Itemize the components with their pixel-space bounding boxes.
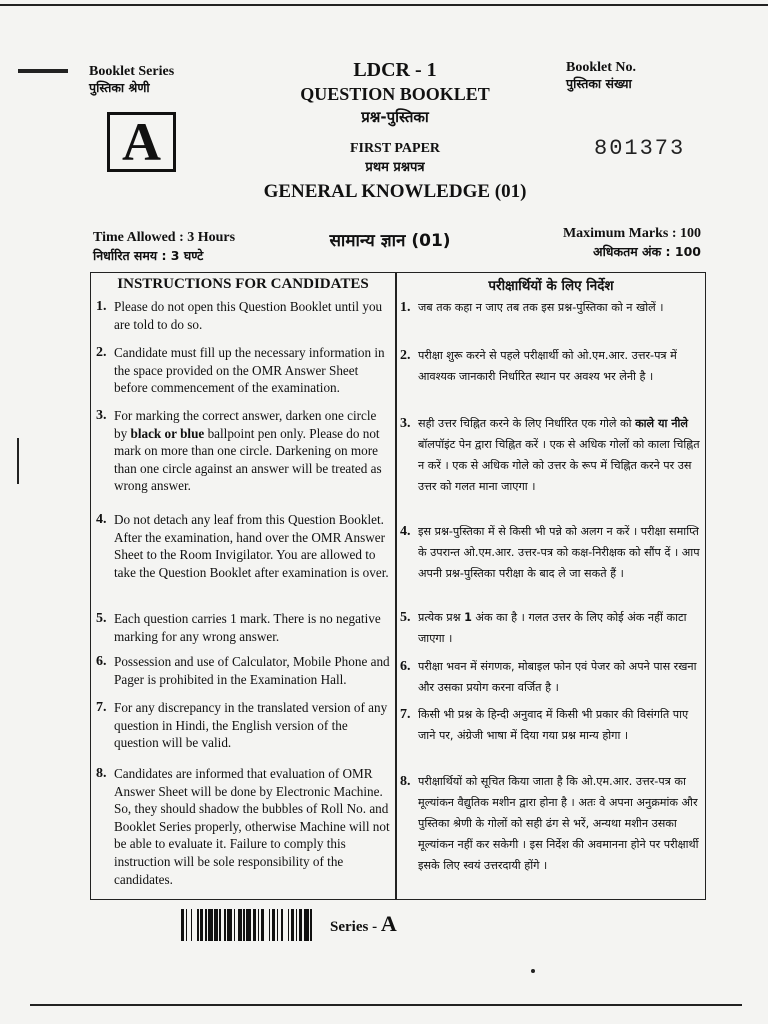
hi-item-number: 3. xyxy=(400,416,411,431)
booklet-no-label xyxy=(566,60,636,92)
hi-item-text-bold: काले या नीले xyxy=(635,417,689,430)
booklet-no-label-en: Booklet No. xyxy=(566,60,636,75)
series-footer-letter: A xyxy=(380,911,397,936)
hi-item-4 xyxy=(400,521,700,584)
instructions-heading-hi: परीक्षार्थियों के लिए निर्देश xyxy=(488,278,614,294)
paper-label-en: FIRST PAPER xyxy=(349,141,441,156)
paper-label-hi: प्रथम प्रश्नपत्र xyxy=(365,160,425,175)
en-item-text: Each question carries 1 mark. There is no negative marking for any wrong answer. xyxy=(114,611,381,644)
en-item-7 xyxy=(96,699,390,752)
en-item-text-pre: For marking the correct answer, darken one circle by xyxy=(114,408,377,441)
booklet-number: 801373 xyxy=(594,136,686,161)
booklet-title-block xyxy=(250,58,540,204)
hi-item-number: 5. xyxy=(400,610,411,625)
maximum-marks-en: Maximum Marks : 100 xyxy=(562,226,701,241)
hi-item-2 xyxy=(400,345,700,387)
en-item-2 xyxy=(96,344,390,397)
hi-item-text-bold: 1 xyxy=(464,611,472,624)
en-item-number: 3. xyxy=(96,408,107,423)
en-item-number: 1. xyxy=(96,299,107,314)
hi-item-text: परीक्षार्थियों को सूचित किया जाता है कि ओ.एम.आर. उत्तर-पत्र का मूल्यांकन वैद्युतिक मशीन द्वारा होना है । अतः वे अपना अनुक्रमांक और पुस्तिका श्रेणी के गोलों को सही ढंग से भरें, अन्यथा मशीन उसका मूल्यांकन नहीं कर सकेगी । इस निर्देश की अवमानना होने पर परीक्षार्थी इसके लिए स्वयं उत्तरदायी होंगे । xyxy=(418,775,699,872)
hi-item-text: इस प्रश्न-पुस्तिका में से किसी भी पन्ने को अलग न करें । परीक्षा समाप्ति के उपरान्त ओ.एम.आर. उत्तर-पत्र को कक्ष-निरीक्षक को सौंप दें । आप अपनी प्रश्न-पुस्तिका परीक्षा के बाद ले जा सकते हैं । xyxy=(418,525,700,580)
booklet-series-box: A xyxy=(107,112,176,172)
hi-item-text-post: बॉलपॉइंट पेन द्वारा चिह्नित करें । एक से अधिक गोलों को काला चिह्नित न करें । एक से अधिक गोले को उत्तर के रूप में चिह्नित करने पर उस उत्तर को गलत माना जाएगा । xyxy=(418,438,700,493)
hi-item-text xyxy=(418,413,700,497)
series-footer xyxy=(330,911,397,937)
hi-item-text-pre: सही उत्तर चिह्नित करने के लिए निर्धारित एक गोले को xyxy=(418,417,636,430)
en-item-number: 4. xyxy=(96,512,107,527)
en-item-number: 8. xyxy=(96,766,107,781)
hi-item-6 xyxy=(400,656,700,698)
hi-item-5 xyxy=(400,607,700,649)
stray-dot xyxy=(531,969,535,973)
hi-item-1 xyxy=(400,297,700,318)
en-item-6 xyxy=(96,653,390,688)
en-item-text-bold: black or blue xyxy=(130,425,205,441)
hi-item-number: 8. xyxy=(400,774,411,789)
maximum-marks-hi: अधिकतम अंक : 100 xyxy=(593,244,701,259)
en-item-text: Please do not open this Question Booklet until you are told to do so. xyxy=(114,299,383,332)
hi-item-number: 7. xyxy=(400,707,411,722)
hi-item-text: किसी भी प्रश्न के हिन्दी अनुवाद में किसी भी प्रकार की विसंगति पाए जाने पर, अंग्रेजी भाषा में दिया गया प्रश्न मान्य होगा । xyxy=(418,708,689,742)
en-item-text: Candidates are informed that evaluation of OMR Answer Sheet will be done by Electronic Machine. So, they should shadow the bubbles of Roll No. and Booklet Series properly, otherwise Machine will not be able to evaluate it. Failure to comply this instruction will be sole responsibility of the candidates. xyxy=(114,766,390,887)
en-item-number: 7. xyxy=(96,700,107,715)
barcode xyxy=(181,909,315,941)
hi-item-number: 4. xyxy=(400,524,411,539)
left-edge-tick xyxy=(17,438,19,484)
hi-item-text: जब तक कहा न जाए तब तक इस प्रश्न-पुस्तिका को न खोलें । xyxy=(418,301,664,314)
en-item-number: 5. xyxy=(96,611,107,626)
en-item-text: Do not detach any leaf from this Question Booklet. After the examination, hand over the OMR Answer Sheet to the Room Invigilator. You are allowed to take the Question Booklet after examination is over. xyxy=(114,512,389,580)
booklet-series-label xyxy=(89,64,174,96)
hi-item-8 xyxy=(400,771,700,876)
booklet-title-en: QUESTION BOOKLET xyxy=(300,84,490,104)
booklet-series-label-hi: पुस्तिका श्रेणी xyxy=(89,80,150,95)
left-margin-mark xyxy=(18,69,68,73)
en-item-3 xyxy=(96,407,390,495)
hi-item-text-pre: प्रत्येक प्रश्न xyxy=(418,611,465,624)
en-item-text: Possession and use of Calculator, Mobile Phone and Pager is prohibited in the Examination Hall. xyxy=(114,654,390,687)
exam-code: LDCR - 1 xyxy=(353,59,437,81)
en-item-1 xyxy=(96,298,390,333)
time-allowed-en: Time Allowed : 3 Hours xyxy=(93,230,236,245)
en-item-8 xyxy=(96,765,390,888)
instructions-heading-en: INSTRUCTIONS FOR CANDIDATES xyxy=(117,276,369,292)
en-item-number: 6. xyxy=(96,654,107,669)
en-item-5 xyxy=(96,610,390,645)
hi-item-text-post: अंक का है । गलत उत्तर के लिए कोई अंक नहीं काटा जाएगा । xyxy=(418,611,687,645)
column-divider xyxy=(395,272,397,900)
top-border-line xyxy=(0,4,768,6)
booklet-no-label-hi: पुस्तिका संख्या xyxy=(566,76,632,91)
barcode-bar xyxy=(312,909,315,941)
bottom-border-line xyxy=(30,1004,742,1006)
en-item-text xyxy=(114,407,390,495)
hi-item-number: 2. xyxy=(400,348,411,363)
en-item-text-post: ballpoint pen only. Please do not mark on more than one circle. Darkening on more than one circle against an answer will be treated as wrong answer. xyxy=(114,425,382,494)
time-allowed-hi: निर्धारित समय : 3 घण्टे xyxy=(93,248,204,263)
booklet-series-label-en: Booklet Series xyxy=(89,64,175,79)
hi-item-number: 1. xyxy=(400,300,411,315)
en-item-4 xyxy=(96,511,390,581)
series-footer-prefix: Series - xyxy=(330,919,381,935)
hi-item-text: परीक्षा भवन में संगणक, मोबाइल फोन एवं पेजर को अपने पास रखना और उसका प्रयोग करना वर्जित है । xyxy=(418,660,697,694)
en-item-number: 2. xyxy=(96,345,107,360)
hi-item-text: परीक्षा शुरू करने से पहले परीक्षार्थी को ओ.एम.आर. उत्तर-पत्र में आवश्यक जानकारी निर्धारित स्थान पर अवश्य भर लेनी है । xyxy=(418,349,677,383)
booklet-title-hi: प्रश्न-पुस्तिका xyxy=(361,108,429,126)
en-item-text: For any discrepancy in the translated version of any question in Hindi, the English version of the question will be valid. xyxy=(114,700,388,751)
en-item-text: Candidate must fill up the necessary information in the space provided on the OMR Answer Sheet before commencement of the examination. xyxy=(114,345,385,396)
hi-item-text xyxy=(418,607,700,649)
hi-item-7 xyxy=(400,704,700,746)
subject-hi: सामान्य ज्ञान (01) xyxy=(329,231,451,251)
subject-en: GENERAL KNOWLEDGE (01) xyxy=(263,181,527,202)
time-allowed xyxy=(93,229,235,265)
hi-item-number: 6. xyxy=(400,659,411,674)
hi-item-3 xyxy=(400,413,700,497)
maximum-marks xyxy=(540,225,701,261)
